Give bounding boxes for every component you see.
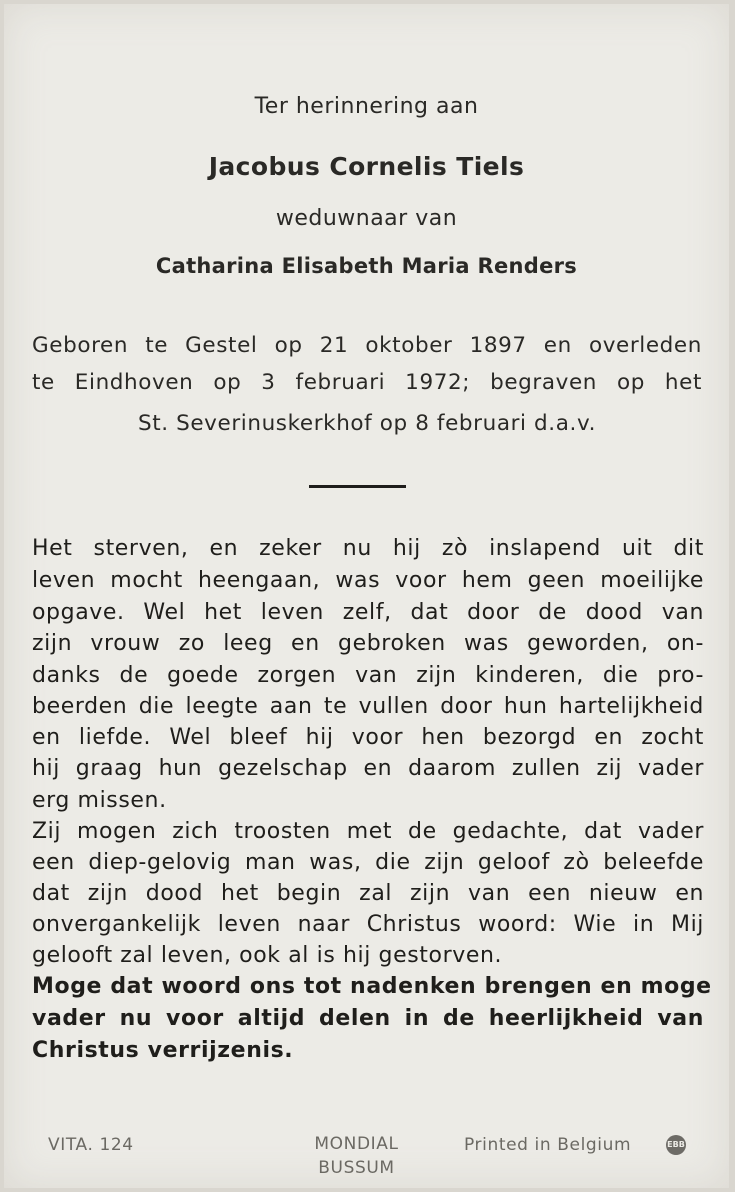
text-line: Zij mogen zich troosten met de gedachte, dat vader — [32, 819, 704, 844]
memorial-card — [4, 4, 729, 1188]
text-line: Het sterven, en zeker nu hij zò inslapend uit dit — [32, 536, 704, 561]
text-line: en liefde. Wel bleef hij voor hen bezorgd en zocht — [32, 725, 704, 750]
text-line: danks de goede zorgen van zijn kinderen, die pro- — [32, 663, 704, 688]
divider-rule — [309, 485, 406, 488]
publisher-name: MONDIAL — [314, 1134, 399, 1154]
spouse-name: Catharina Elisabeth Maria Renders — [155, 254, 578, 278]
text-line: leven mocht heengaan, was voor hem geen moeilijke — [32, 568, 704, 593]
text-line: Christus verrijzenis. — [32, 1038, 294, 1063]
text-line: onvergankelijk leven naar Christus woord: Wie in Mij — [32, 912, 704, 937]
printer-seal-icon: EBB — [666, 1135, 686, 1155]
text-line: zijn vrouw zo leeg en gebroken was geworden, on- — [32, 631, 704, 656]
publisher-city: BUSSUM — [318, 1158, 395, 1178]
text-line: beerden die leegte aan te vullen door hun hartelijkheid — [32, 694, 704, 719]
text-line: Moge dat woord ons tot nadenken brengen en moge — [32, 974, 712, 999]
publisher — [304, 1132, 409, 1180]
text-line: opgave. Wel het leven zelf, dat door de dood van — [32, 600, 704, 625]
text-line: dat zijn dood het begin zal zijn van een nieuw en — [32, 881, 704, 906]
intro-text: Ter herinnering aan — [254, 94, 479, 119]
series-number: VITA. 124 — [48, 1135, 134, 1155]
relation-text: weduwnaar van — [275, 206, 458, 231]
printed-in: Printed in Belgium — [464, 1135, 632, 1155]
bio-line: St. Severinuskerkhof op 8 februari d.a.v. — [137, 411, 597, 436]
bio-line: te Eindhoven op 3 februari 1972; begraven op het — [32, 370, 702, 395]
text-line: gelooft zal leven, ook al is hij gestorven. — [32, 943, 503, 968]
deceased-name: Jacobus Cornelis Tiels — [208, 152, 525, 181]
text-line: vader nu voor altijd delen in de heerlijkheid van — [32, 1006, 704, 1031]
text-line: een diep-gelovig man was, die zijn geloof zò beleefde — [32, 850, 704, 875]
text-line: hij graag hun gezelschap en daarom zullen zij vader — [32, 756, 704, 781]
bio-line: Geboren te Gestel op 21 oktober 1897 en overleden — [32, 333, 702, 358]
text-line: erg missen. — [32, 788, 167, 813]
